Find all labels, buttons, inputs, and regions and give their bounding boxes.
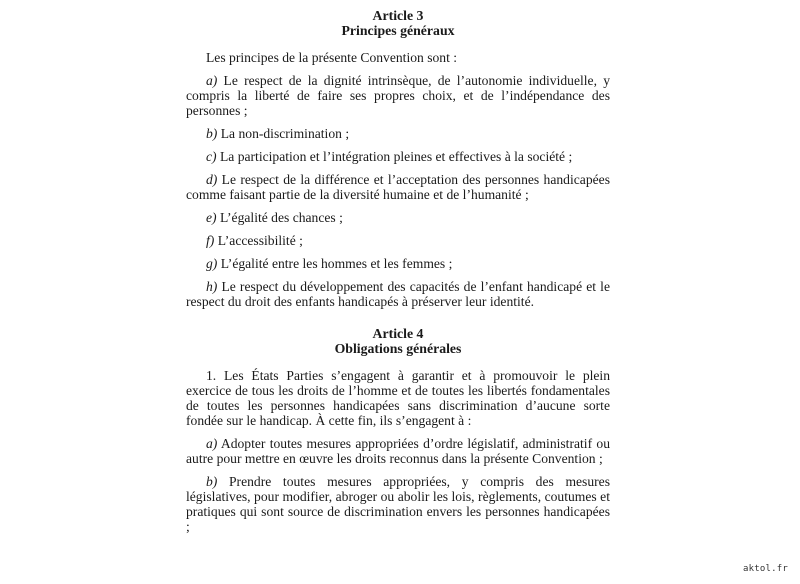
item-text: Le respect de la différence et l’acceptation des personnes handicapées comme faisant partie de la diversité humaine et de l’humanité ; xyxy=(186,172,610,202)
article-3-title: Principes généraux xyxy=(341,23,455,38)
item-letter: e) xyxy=(206,210,217,225)
article-4-item-b xyxy=(186,474,610,534)
article-4-title: Obligations générales xyxy=(334,341,462,356)
item-letter: a) xyxy=(206,436,218,451)
item-letter: g) xyxy=(206,256,218,271)
item-letter: b) xyxy=(206,474,218,489)
item-text: Le respect du développement des capacités de l’enfant handicapé et le respect du droit des enfants handicapés à préserver leur identité. xyxy=(186,279,610,309)
item-letter: b) xyxy=(206,126,218,141)
article-4-number: Article 4 xyxy=(372,326,424,341)
item-letter: f) xyxy=(206,233,215,248)
item-text: Le respect de la dignité intrinsèque, de l’autonomie individuelle, y compris la liberté de faire ses propres choix, et de l’indépendance des personnes ; xyxy=(186,73,610,118)
item-text: Prendre toutes mesures appropriées, y compris des mesures législatives, pour modifier, abroger ou abolir les lois, règlements, coutumes et pratiques qui sont source de discrimination envers les personnes handicapées ; xyxy=(186,474,610,534)
article-3-number: Article 3 xyxy=(372,8,424,23)
article-3-item-h xyxy=(186,279,610,309)
article-spacer xyxy=(186,317,610,326)
article-3-intro: Les principes de la présente Convention sont : xyxy=(206,50,458,65)
site-watermark: aktol.fr xyxy=(743,564,788,574)
article-4-paragraph-1: 1. Les États Parties s’engagent à garantir et à promouvoir le plein exercice de tous les droits de l’homme et de toutes les libertés fondamentales de toutes les personnes handicapées sans discrimination d’aucune sorte fondée sur le handicap. À cette fin, ils s’engagent à : xyxy=(186,368,610,428)
item-text: Adopter toutes mesures appropriées d’ordre législatif, administratif ou autre pour mettre en œuvre les droits reconnus dans la présente Convention ; xyxy=(186,436,610,466)
article-3-item-e xyxy=(186,210,610,225)
item-text: L’accessibilité ; xyxy=(217,233,303,248)
item-letter: c) xyxy=(206,149,217,164)
item-text: L’égalité des chances ; xyxy=(219,210,343,225)
item-text: L’égalité entre les hommes et les femmes ; xyxy=(220,256,453,271)
article-3-item-c xyxy=(186,149,610,164)
item-letter: d) xyxy=(206,172,218,187)
article-3-item-a xyxy=(186,73,610,118)
article-3-item-g xyxy=(186,256,610,271)
article-4-item-a xyxy=(186,436,610,466)
document-body xyxy=(186,8,610,542)
item-text: La participation et l’intégration pleines et effectives à la société ; xyxy=(219,149,573,164)
item-letter: a) xyxy=(206,73,218,88)
article-3-item-f xyxy=(186,233,610,248)
item-text: La non-discrimination ; xyxy=(220,126,350,141)
article-3-item-b xyxy=(186,126,610,141)
article-3-item-d xyxy=(186,172,610,202)
item-letter: h) xyxy=(206,279,218,294)
